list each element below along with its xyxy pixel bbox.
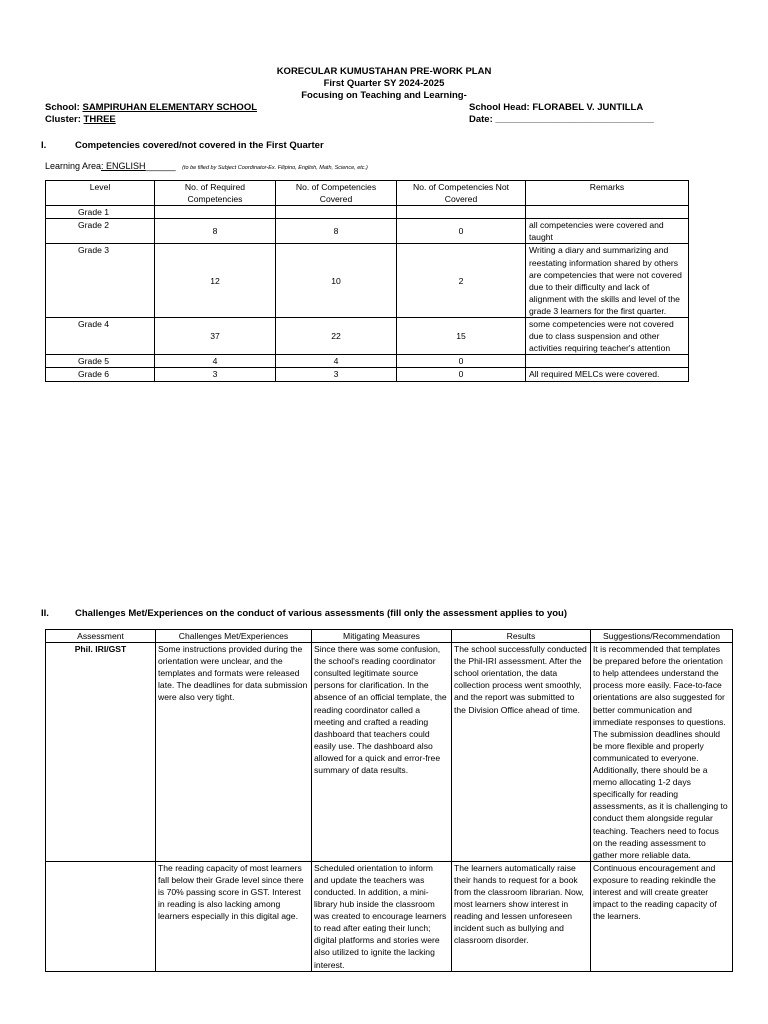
header-mitigating: Mitigating Measures [312,630,452,643]
table-row [46,219,689,244]
table-row [46,861,733,971]
competencies-header-row [46,181,689,206]
row-assessment: Phil. IRI/GST [46,643,156,862]
header-remarks: Remarks [526,181,689,206]
header-assessment: Assessment [46,630,156,643]
row-level: Grade 2 [46,219,155,244]
school-head-field: School Head: FLORABEL V. JUNTILLA [469,102,644,113]
cluster-field [45,114,116,126]
row-mitigating: Scheduled orientation to inform and update the teachers was conducted. In addition, a mini-library hub inside the classroom was created to encourage learners to read after eating their lunch; digital platforms and stories were also utilized to ignite the lacking interest. [312,861,452,971]
row-not-covered: 0 [397,368,526,381]
row-level: Grade 1 [46,206,155,219]
row-challenges: Some instructions provided during the orientation were unclear, and the templates and formats were released late. The deadlines for data submission were also very tight. [156,643,312,862]
learning-area-value: : ENGLISH [101,161,146,171]
header-results: Results [452,630,591,643]
row-covered: 8 [276,219,397,244]
header-challenges: Challenges Met/Experiences [156,630,312,643]
competencies-table [45,180,689,382]
row-remarks: Writing a diary and summarizing and reestating information shared by others are competencies that were not covered due to their difficulty and lack of alignment with the skills and level of the grade 3 learners for the first quarter. [526,244,689,318]
table-row [46,318,689,355]
row-required: 12 [155,244,276,318]
school-value: SAMPIRUHAN ELEMENTARY SCHOOL [82,102,258,113]
learning-area-label: Learning Area [45,161,102,171]
section-1-number: I. [41,140,47,151]
school-label: School: [45,102,83,113]
row-challenges: The reading capacity of most learners fall below their Grade level since there is 70% passing score in GST. Interest in reading is also lacking among learners especially in this digital age. [156,861,312,971]
row-required: 8 [155,219,276,244]
learning-area-field [45,160,368,174]
row-suggestions: It is recommended that templates be prepared before the orientation to help attendees understand the process more easily. Face-to-face orientations are also suggested for better communication and immediate responses to questions. The submission deadlines should be more flexible and properly communicated to everyone. Additionally, there should be a memo allocating 1-2 days specifically for reading assessments, as it is challenging to conduct them alongside regular teaching. Teachers need to focus on the reading assessment to gather more reliable data. [591,643,733,862]
section-2-title: Challenges Met/Experiences on the conduct of various assessments (fill only the assessment applies to you) [75,608,568,619]
cluster-label: Cluster: [45,114,84,125]
table-row [46,206,689,219]
section-1-title: Competencies covered/not covered in the First Quarter [75,140,324,151]
row-results: The learners automatically raise their hands to request for a book from the classroom librarian. Now, most learners show interest in reading and lessen unforeseen incident such as bullying and classroom disorder. [452,861,591,971]
row-covered: 4 [276,355,397,368]
row-covered: 10 [276,244,397,318]
document-subtitle-quarter: First Quarter SY 2024-2025 [323,78,445,89]
row-not-covered: 0 [397,355,526,368]
row-not-covered: 2 [397,244,526,318]
date-field: Date: ______________________________ [469,114,654,125]
row-level: Grade 6 [46,368,155,381]
row-suggestions: Continuous encouragement and exposure to reading rekindle the interest and will create greater impact to the reading capacity of the learners. [591,861,733,971]
row-required: 37 [155,318,276,355]
school-field [45,102,257,114]
row-remarks [526,355,689,368]
row-remarks: All required MELCs were covered. [526,368,689,381]
row-remarks [526,206,689,219]
row-covered: 3 [276,368,397,381]
learning-area-note: (to be filled by Subject Coordinator-Ex. Filipino, English, Math, Science, etc.) [182,165,368,171]
row-remarks: some competencies were not covered due to class suspension and other activities requiring teacher's attention [526,318,689,355]
table-row [46,643,733,862]
table-row [46,368,689,381]
row-covered: 22 [276,318,397,355]
table-row [46,355,689,368]
learning-area-blank: ______ [145,161,176,171]
row-not-covered: 15 [397,318,526,355]
row-level: Grade 4 [46,318,155,355]
document-subtitle-focus: Focusing on Teaching and Learning- [301,90,467,101]
row-assessment [46,861,156,971]
header-not-covered: No. of Competencies Not Covered [397,181,526,206]
row-mitigating: Since there was some confusion, the school's reading coordinator consulted legitimate source persons for clarification. In the absence of an official template, the reading coordinator called a meeting and crafted a reading dashboard that teachers could easily use. The dashboard also allowed for a quick and error-free summary of data results. [312,643,452,862]
assessments-header-row [46,630,733,643]
row-required [155,206,276,219]
cluster-value: THREE [83,114,116,125]
row-required: 4 [155,355,276,368]
row-not-covered: 0 [397,219,526,244]
row-results: The school successfully conducted the Phil-IRI assessment. After the school orientation, the data collection process went smoothly, and the report was submitted to the Division Office ahead of time. [452,643,591,862]
row-level: Grade 3 [46,244,155,318]
section-2-number: II. [41,608,49,619]
row-not-covered [397,206,526,219]
row-level: Grade 5 [46,355,155,368]
header-level: Level [46,181,155,206]
row-required: 3 [155,368,276,381]
header-covered: No. of Competencies Covered [276,181,397,206]
row-remarks: all competencies were covered and taught [526,219,689,244]
assessments-table [45,629,733,972]
document-title: KORECULAR KUMUSTAHAN PRE-WORK PLAN [276,66,492,77]
row-covered [276,206,397,219]
header-required: No. of Required Competencies [155,181,276,206]
table-row [46,244,689,318]
header-suggestions: Suggestions/Recommendation [591,630,733,643]
